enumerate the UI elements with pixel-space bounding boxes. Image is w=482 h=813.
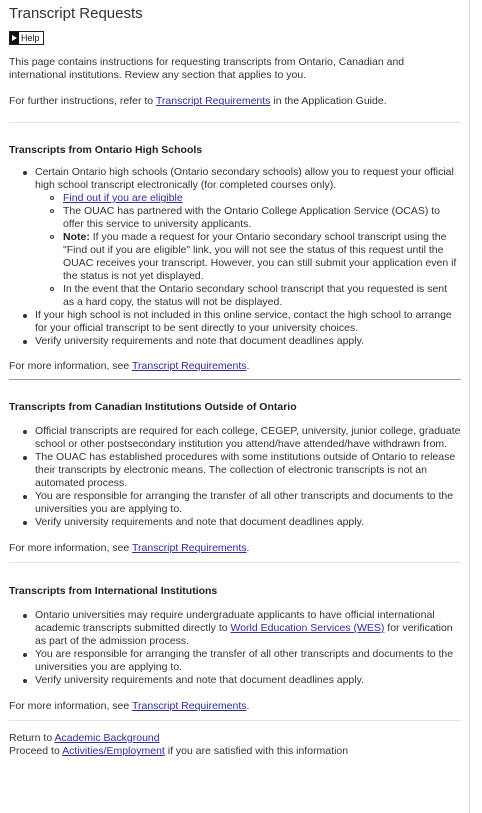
divider xyxy=(9,122,461,123)
more-prefix: For more information, see xyxy=(9,700,132,712)
list-item: If your high school is not included in this online service, contact the high school to arrange for your official transcript to be sent directly to your university choices. xyxy=(9,309,461,335)
help-label: Help xyxy=(21,33,40,43)
page-title: Transcript Requests xyxy=(9,5,143,22)
list-item xyxy=(9,231,461,283)
further-instructions xyxy=(9,95,461,108)
transcript-requirements-link[interactable]: Transcript Requirements xyxy=(131,360,247,372)
list-item: Verify university requirements and note that document deadlines apply. xyxy=(9,674,461,687)
list-item: You are responsible for arranging the transfer of all other transcripts and documents to the universities you are applying to. xyxy=(9,648,461,674)
more-prefix: For more information, see xyxy=(9,360,132,372)
list-item: The OUAC has partnered with the Ontario College Application Service (OCAS) to offer this service to university applicants. xyxy=(9,205,461,231)
list-item: In the event that the Ontario secondary school transcript that you requested is sent as a hard copy, the status will not be displayed. xyxy=(9,283,461,309)
note-label: Note: xyxy=(63,231,90,243)
list-item: The OUAC has established procedures with some institutions outside of Ontario to release their transcripts by electronic means. The collection of electronic transcripts is not an automated process. xyxy=(9,451,461,490)
international-more-info xyxy=(9,700,461,713)
list-item-text: Certain Ontario high schools (Ontario secondary schools) allow you to request your official high school transcript electronically (for completed courses only). xyxy=(35,166,454,191)
proceed-prefix: Proceed to xyxy=(9,745,63,757)
list-item-text: Ontario universities may require undergraduate applicants to have official international academic transcripts submitted directly to xyxy=(35,609,435,634)
list-item xyxy=(9,166,461,309)
international-heading: Transcripts from International Institutions xyxy=(9,585,218,597)
ontario-list xyxy=(9,166,461,348)
intro-text: This page contains instructions for requesting transcripts from Ontario, Canadian and international institutions. Review any section that applies to you. xyxy=(9,56,405,81)
list-item-text: for verification as part of the admission process. xyxy=(35,622,453,647)
further-suffix: in the Application Guide. xyxy=(270,95,387,107)
canadian-more-info xyxy=(9,542,461,555)
list-item: Verify university requirements and note that document deadlines apply. xyxy=(9,335,461,348)
list-item: You are responsible for arranging the transfer of all other transcripts and documents to the universities you are applying to. xyxy=(9,490,461,516)
international-list xyxy=(9,609,461,687)
wes-link[interactable]: World Education Services (WES) xyxy=(230,622,385,634)
transcript-requirements-link[interactable]: Transcript Requirements xyxy=(155,95,271,107)
help-arrow-icon xyxy=(10,32,19,44)
canadian-heading: Transcripts from Canadian Institutions Outside of Ontario xyxy=(9,401,297,413)
activities-employment-link[interactable]: Activities/Employment xyxy=(62,745,165,757)
ontario-sublist xyxy=(35,192,461,309)
more-suffix: . xyxy=(246,360,250,372)
help-button[interactable] xyxy=(9,31,44,45)
return-line xyxy=(9,732,461,745)
list-item xyxy=(9,609,461,648)
canadian-list xyxy=(9,425,461,529)
return-prefix: Return to xyxy=(9,732,55,744)
academic-background-link[interactable]: Academic Background xyxy=(54,732,160,744)
ontario-more-info xyxy=(9,360,461,373)
proceed-suffix: if you are satisfied with this information xyxy=(164,745,349,757)
further-prefix: For further instructions, refer to xyxy=(9,95,156,107)
more-prefix: For more information, see xyxy=(9,542,132,554)
transcript-requirements-link[interactable]: Transcript Requirements xyxy=(131,542,247,554)
note-text: If you made a request for your Ontario secondary school transcript using the "Find out if you are eligible" link, you will not see the status of this request until the OUAC receives your transcript. However, you can still submit your application even if the status is not yet displayed. xyxy=(63,231,457,282)
more-suffix: . xyxy=(246,700,250,712)
find-eligible-link[interactable]: Find out if you are eligible xyxy=(63,192,183,204)
ontario-heading: Transcripts from Ontario High Schools xyxy=(9,144,203,156)
divider xyxy=(9,720,461,721)
list-item: Verify university requirements and note that document deadlines apply. xyxy=(9,516,461,529)
proceed-line xyxy=(9,745,461,758)
list-item xyxy=(9,192,461,205)
divider xyxy=(9,379,461,380)
list-item: Official transcripts are required for each college, CEGEP, university, junior college, graduate school or other postsecondary institution you attend/have attended/have withdrawn from. xyxy=(9,425,461,451)
transcript-requirements-link[interactable]: Transcript Requirements xyxy=(131,700,247,712)
divider xyxy=(9,562,461,563)
more-suffix: . xyxy=(246,542,250,554)
